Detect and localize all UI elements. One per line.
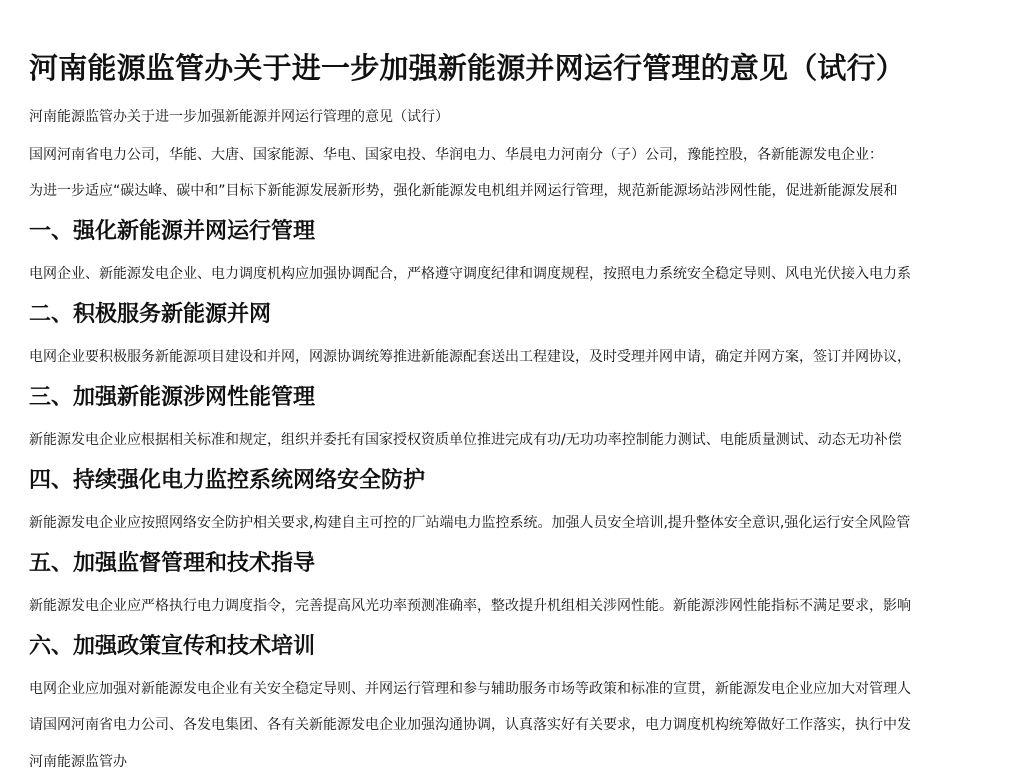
subtitle: 河南能源监管办关于进一步加强新能源并网运行管理的意见（试行）: [29, 109, 449, 125]
section-5-body: 新能源发电企业应严格执行电力调度指令，完善提高风光功率预测准确率，整改提升机组相关涉网性能。新能源涉网性能指标不满足要求，影响: [29, 598, 911, 614]
section-1-body: 电网企业、新能源发电企业、电力调度机构应加强协调配合，严格遵守调度纪律和调度规程，按照电力系统安全稳定导则、风电光伏接入电力系: [29, 266, 911, 282]
section-5-heading: 五、加强监督管理和技术指导: [29, 551, 316, 576]
section-4-body: 新能源发电企业应按照网络安全防护相关要求,构建自主可控的厂站端电力监控系统。加强人员安全培训,提升整体安全意识,强化运行安全风险管: [29, 515, 911, 531]
section-6-heading: 六、加强政策宣传和技术培训: [29, 634, 316, 659]
recipients-paragraph: 国网河南省电力公司，华能、大唐、国家能源、华电、国家电投、华润电力、华晨电力河南分（子）公司，豫能控股，各新能源发电企业：: [29, 147, 883, 163]
section-6-body: 电网企业应加强对新能源发电企业有关安全稳定导则、并网运行管理和参与辅助服务市场等政策和标准的宣贯，新能源发电企业应加大对管理人: [29, 681, 911, 697]
intro-paragraph: 为进一步适应“碳达峰、碳中和”目标下新能源发展新形势，强化新能源发电机组并网运行管理，规范新能源场站涉网性能，促进新能源发展和: [29, 183, 898, 199]
section-2-heading: 二、积极服务新能源并网: [29, 302, 272, 327]
section-3-body: 新能源发电企业应根据相关标准和规定，组织并委托有国家授权资质单位推进完成有功/无功功率控制能力测试、电能质量测试、动态无功补偿: [29, 432, 902, 448]
section-4-heading: 四、持续强化电力监控系统网络安全防护: [29, 468, 426, 493]
section-2-body: 电网企业要积极服务新能源项目建设和并网，网源协调统筹推进新能源配套送出工程建设，及时受理并网申请，确定并网方案，签订并网协议，: [29, 349, 911, 365]
closing-paragraph: 请国网河南省电力公司、各发电集团、各有关新能源发电企业加强沟通协调，认真落实好有关要求，电力调度机构统筹做好工作落实，执行中发: [29, 717, 911, 733]
signature: 河南能源监管办: [29, 754, 127, 768]
page-title: 河南能源监管办关于进一步加强新能源并网运行管理的意见（试行）: [29, 51, 906, 85]
section-3-heading: 三、加强新能源涉网性能管理: [29, 385, 316, 410]
section-1-heading: 一、强化新能源并网运行管理: [29, 219, 316, 244]
